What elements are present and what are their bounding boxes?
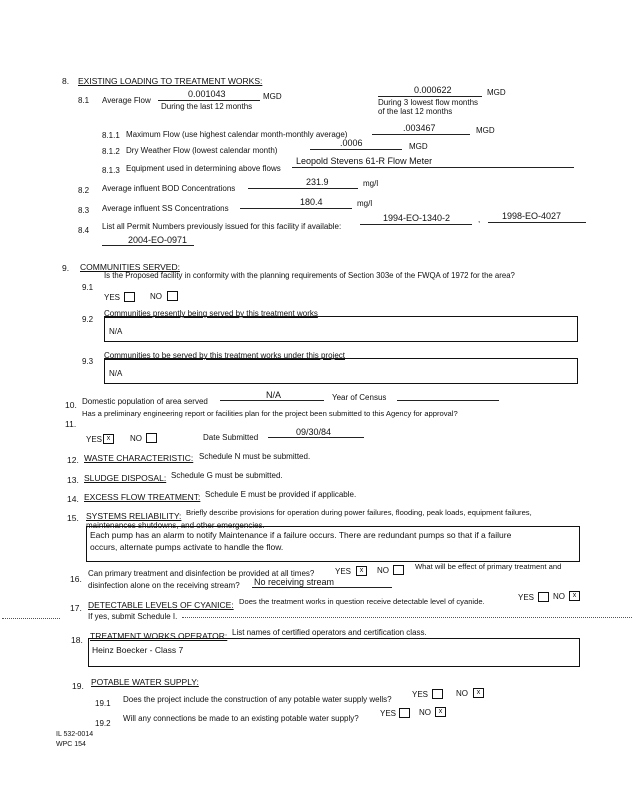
future-communities-value: N/A	[109, 369, 123, 378]
reliability-answer-box[interactable]	[86, 526, 580, 562]
connections-no-checkbox[interactable]: x	[435, 707, 446, 717]
conformity-yes-checkbox[interactable]	[124, 292, 135, 302]
section-17-title: DETECTABLE LEVELS OF CYANICE:	[88, 600, 234, 610]
max-flow-unit: MGD	[476, 126, 495, 135]
form-code: WPC 154	[56, 741, 86, 748]
permit-1: 1994-EO-1340-2	[383, 213, 451, 223]
prelim-report-question: Has a preliminary engineering report or facilities plan for the project been submitted to this Agency for approval?	[82, 409, 458, 418]
ss-label: Average influent SS Concentrations	[102, 204, 229, 213]
item-9-3-number: 9.3	[82, 357, 94, 366]
prelim-no-checkbox[interactable]	[146, 433, 157, 443]
connections-yes-label: YES	[380, 709, 397, 718]
item-9-1-number: 9.1	[82, 283, 94, 292]
population-value: N/A	[266, 390, 282, 400]
present-communities-label: Communities presently being served by this treatment works	[104, 309, 318, 318]
section-16-answer: No receiving stream	[254, 577, 335, 587]
reliability-answer-1: Each pump has an alarm to notify Maintenance if a failure occurs. There are redundant pumps so that if a failure	[90, 530, 512, 540]
item-19-1-number: 19.1	[95, 699, 111, 708]
bod-unit: mg/l	[363, 179, 379, 188]
section-16-yes-label: YES	[335, 567, 352, 576]
prelim-no-label: NO	[130, 434, 142, 443]
section-16-effect-question: What will be effect of primary treatment and	[415, 562, 562, 571]
section-17-number: 17.	[70, 603, 82, 613]
section-17-yes-checkbox[interactable]	[538, 592, 549, 602]
census-label: Year of Census	[332, 393, 387, 402]
operator-answer-box[interactable]	[88, 638, 580, 667]
section-17-question: Does the treatment works in question receive detectable level of cyanide.	[239, 597, 485, 606]
permits-label: List all Permit Numbers previously issued for this facility if available:	[102, 222, 342, 231]
section-14-title: EXCESS FLOW TREATMENT:	[84, 492, 201, 502]
wells-no-checkbox[interactable]: x	[473, 688, 484, 698]
section-18-number: 18.	[71, 635, 83, 645]
section-17-no-checkbox[interactable]: x	[569, 591, 580, 601]
max-flow-label: Maximum Flow (use highest calendar month-monthly average)	[126, 130, 348, 139]
margin-dots-right	[182, 617, 632, 618]
equipment-label: Equipment used in determining above flows	[126, 164, 281, 173]
connections-yes-checkbox[interactable]	[399, 708, 410, 718]
wells-question: Does the project include the construction of any potable water supply wells?	[123, 695, 392, 704]
section-9-title: COMMUNITIES SERVED:	[80, 262, 180, 272]
max-flow-line	[372, 134, 470, 135]
section-15-number: 15.	[67, 513, 79, 523]
section-15-text-2: maintenances shutdowns, and other emergencies.	[86, 521, 265, 530]
section-17-if-yes: If yes, submit Schedule I.	[88, 612, 178, 621]
item-8-1-2-number: 8.1.2	[102, 147, 120, 156]
item-19-2-number: 19.2	[95, 719, 111, 728]
section-18-title: TREATMENT WORKS OPERATOR:	[90, 631, 228, 641]
section-15-title: SYSTEMS RELIABILITY:	[86, 511, 182, 521]
item-8-2-number: 8.2	[78, 186, 90, 195]
date-submitted-label: Date Submitted	[203, 433, 259, 442]
permit-separator: ,	[478, 215, 481, 224]
low-flow-value: 0.000622	[414, 85, 452, 95]
section-17-no-label: NO	[553, 592, 565, 601]
date-submitted-value: 09/30/84	[296, 427, 332, 437]
reliability-answer-2: occurs, alternate pumps activate to handle the flow.	[90, 542, 284, 552]
section-10-number: 10.	[65, 400, 77, 410]
item-8-3-number: 8.3	[78, 206, 90, 215]
section-8-title: EXISTING LOADING TO TREATMENT WORKS:	[78, 76, 263, 86]
item-8-1-3-number: 8.1.3	[102, 166, 120, 175]
wells-yes-checkbox[interactable]	[432, 689, 443, 699]
section-13-text: Schedule G must be submitted.	[171, 471, 283, 480]
permit-2: 1998-EO-4027	[502, 211, 562, 221]
section-17-yes-label: YES	[518, 593, 535, 602]
dry-weather-line	[310, 149, 402, 150]
bod-line	[248, 188, 358, 189]
section-18-text: List names of certified operators and certification class.	[232, 628, 427, 637]
section-16-number: 16.	[70, 574, 82, 584]
section-9-number: 9.	[62, 263, 70, 273]
avg-flow-value: 0.001043	[188, 89, 226, 99]
bod-value: 231.9	[306, 177, 329, 187]
section-12-number: 12.	[67, 455, 79, 465]
item-9-2-number: 9.2	[82, 315, 94, 324]
wells-no-label: NO	[456, 689, 468, 698]
section-16-answer-line	[252, 587, 392, 588]
operator-answer: Heinz Boecker - Class 7	[92, 645, 184, 655]
conformity-yes-label: YES	[104, 293, 121, 302]
connections-question: Will any connections be made to an existing potable water supply?	[123, 714, 359, 723]
population-label: Domestic population of area served	[82, 397, 208, 406]
prelim-yes-checkbox[interactable]: x	[103, 434, 114, 444]
margin-dots-left	[2, 618, 60, 619]
present-communities-value: N/A	[109, 327, 123, 336]
section-19-number: 19.	[72, 681, 84, 691]
avg-flow-line	[158, 100, 260, 101]
ss-value: 180.4	[300, 197, 323, 207]
low-flow-period-2: of the last 12 months	[378, 107, 453, 116]
section-13-number: 13.	[67, 475, 79, 485]
item-8-1-1-number: 8.1.1	[102, 131, 120, 140]
max-flow-value: .003467	[403, 123, 436, 133]
connections-no-label: NO	[419, 708, 431, 717]
ss-unit: mg/l	[357, 199, 373, 208]
section-19-title: POTABLE WATER SUPPLY:	[91, 677, 199, 687]
wells-yes-label: YES	[412, 690, 429, 699]
avg-flow-label: Average Flow	[102, 96, 151, 105]
section-12-title: WASTE CHARACTERISTIC:	[84, 453, 194, 463]
dry-weather-unit: MGD	[409, 142, 428, 151]
permit-3: 2004-EO-0971	[128, 235, 188, 245]
present-communities-box[interactable]	[104, 316, 578, 342]
section-16-stream-question: disinfection alone on the receiving stream?	[88, 581, 240, 590]
equipment-line	[292, 167, 574, 168]
future-communities-label: Communities to be served by this treatment works under this project	[104, 351, 345, 360]
permit-3-line	[102, 245, 194, 246]
section-8-number: 8.	[62, 76, 70, 86]
low-flow-period-1: During 3 lowest flow months	[378, 98, 479, 107]
ss-line	[240, 208, 352, 209]
date-submitted-line	[268, 437, 364, 438]
section-15-text-1: Briefly describe provisions for operation during power failures, flooding, peak loads, equipment failures,	[186, 508, 532, 517]
section-14-text: Schedule E must be provided if applicable.	[205, 490, 357, 499]
census-line	[397, 400, 499, 401]
form-id: IL 532-0014	[56, 731, 94, 738]
permit-2-line	[488, 222, 586, 223]
dry-weather-value: .0006	[340, 138, 363, 148]
section-16-yes-checkbox[interactable]: x	[356, 566, 367, 576]
low-flow-line	[378, 96, 482, 97]
conformity-no-label: NO	[150, 292, 162, 301]
permit-1-line	[360, 224, 472, 225]
section-12-text: Schedule N must be submitted.	[199, 452, 311, 461]
section-13-title: SLUDGE DISPOSAL:	[84, 473, 167, 483]
bod-label: Average influent BOD Concentrations	[102, 184, 236, 193]
section-11-number: 11.	[65, 419, 77, 429]
avg-flow-unit: MGD	[263, 92, 282, 101]
conformity-no-checkbox[interactable]	[167, 291, 178, 301]
section-16-no-label: NO	[377, 566, 389, 575]
dry-weather-label: Dry Weather Flow (lowest calendar month)	[126, 146, 278, 155]
section-16-no-checkbox[interactable]	[393, 565, 404, 575]
population-line	[220, 400, 324, 401]
prelim-yes-label: YES	[86, 435, 103, 444]
item-8-4-number: 8.4	[78, 226, 90, 235]
item-8-1-number: 8.1	[78, 96, 90, 105]
equipment-value: Leopold Stevens 61-R Flow Meter	[296, 156, 433, 166]
section-16-question: Can primary treatment and disinfection be provided at all times?	[88, 569, 315, 578]
future-communities-box[interactable]	[104, 358, 578, 384]
section-14-number: 14.	[67, 494, 79, 504]
low-flow-unit: MGD	[487, 88, 506, 97]
conformity-question: Is the Proposed facility in conformity with the planning requirements of Section 303e of the FWQA of 1972 for the area?	[104, 271, 515, 280]
avg-flow-period: During the last 12 months	[161, 102, 253, 111]
